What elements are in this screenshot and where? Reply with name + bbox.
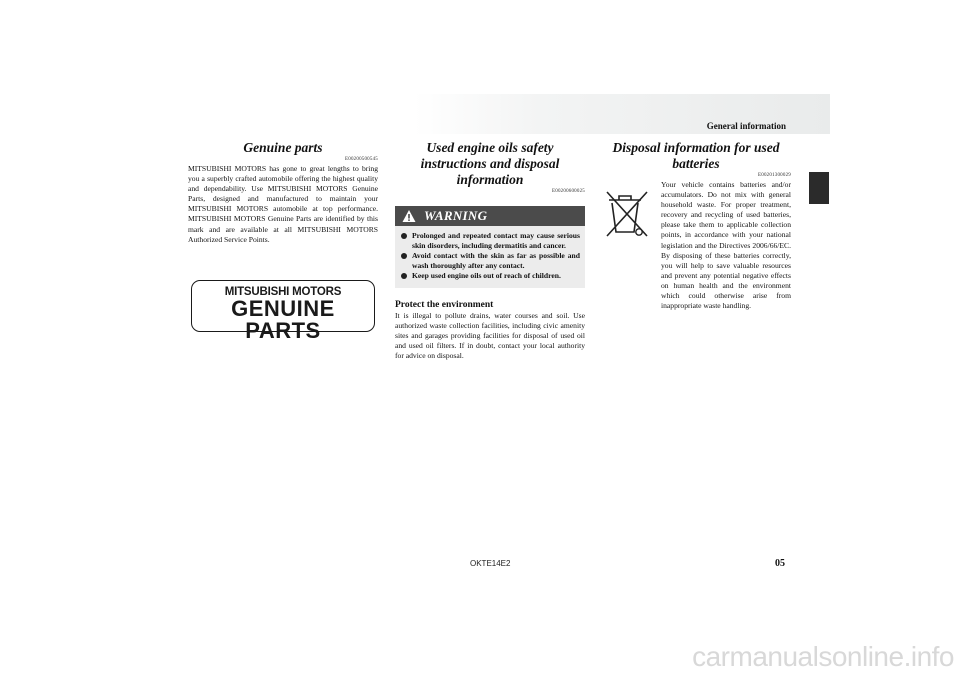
warning-box bbox=[395, 206, 585, 288]
batteries-code: E00201300029 bbox=[758, 173, 791, 178]
logo-line-genuine: GENUINE PARTS bbox=[231, 296, 335, 343]
used-oils-code: E00200600025 bbox=[552, 189, 585, 194]
bullet-icon bbox=[401, 253, 407, 259]
batteries-body: Your vehicle contains batteries and/or accumulators. Do not mix with general household waste. For proper treatment, recovery and recycling of used batteries, please take them to applicable collection points, in accordance with your national legislation and the Directives 2006/66/EC. By disposing of these batteries correctly, you will help to save valuable resources and prevent any potential negative effects on human health and the environment which could otherwise arise from inappropriate waste handling. bbox=[661, 180, 791, 311]
genuine-parts-section bbox=[188, 140, 378, 245]
protect-environment-body: It is illegal to pollute drains, water courses and soil. Use authorized waste collection facilities, including civic amenity sites and garages providing facilities for disposal of used oil and used oil filters. If in doubt, contact your local authority for advice on disposal. bbox=[395, 310, 585, 361]
used-oils-section bbox=[395, 140, 585, 361]
protect-environment-heading: Protect the environment bbox=[395, 299, 494, 310]
warning-item: Prolonged and repeated contact may cause serious skin disorders, including dermatitis and cancer. bbox=[401, 231, 580, 250]
genuine-parts-body: MITSUBISHI MOTORS has gone to great lengths to bring you a superbly crafted automobile offering the highest quality and dependability. Use MITSUBISHI MOTORS Genuine Parts, designed and manufactured to maintain your MITSUBISHI MOTORS automobile at top performance. MITSUBISHI MOTORS Genuine Parts are identified by this mark and are available at all MITSUBISHI MOTORS Authorized Service Points. bbox=[188, 164, 378, 244]
chapter-tab bbox=[809, 172, 829, 204]
batteries-content bbox=[601, 180, 791, 311]
genuine-parts-heading: Genuine parts bbox=[243, 140, 323, 155]
warning-list bbox=[395, 231, 585, 281]
page-number: 05 bbox=[775, 558, 785, 569]
warning-header bbox=[395, 206, 585, 226]
batteries-heading: Disposal information for used batteries bbox=[612, 140, 780, 171]
warning-item: Keep used engine oils out of reach of children. bbox=[401, 271, 580, 281]
genuine-parts-code: E00200500545 bbox=[345, 157, 378, 162]
used-oils-heading: Used engine oils safety instructions and disposal information bbox=[420, 140, 560, 187]
bullet-icon bbox=[401, 273, 407, 279]
bullet-icon bbox=[401, 233, 407, 239]
crossed-out-bin-icon bbox=[601, 186, 655, 240]
batteries-section bbox=[601, 140, 791, 311]
warning-item: Avoid contact with the skin as far as possible and wash thoroughly after any contact. bbox=[401, 251, 580, 270]
genuine-parts-logo bbox=[191, 280, 375, 343]
logo-line-brand: MITSUBISHI MOTORS bbox=[224, 286, 342, 298]
warning-triangle-icon bbox=[402, 209, 416, 223]
section-header-title: General information bbox=[706, 121, 786, 131]
warning-label: WARNING bbox=[424, 208, 488, 223]
watermark: carmanualsonline.info bbox=[692, 641, 954, 672]
model-code: OKTE14E2 bbox=[470, 559, 511, 568]
